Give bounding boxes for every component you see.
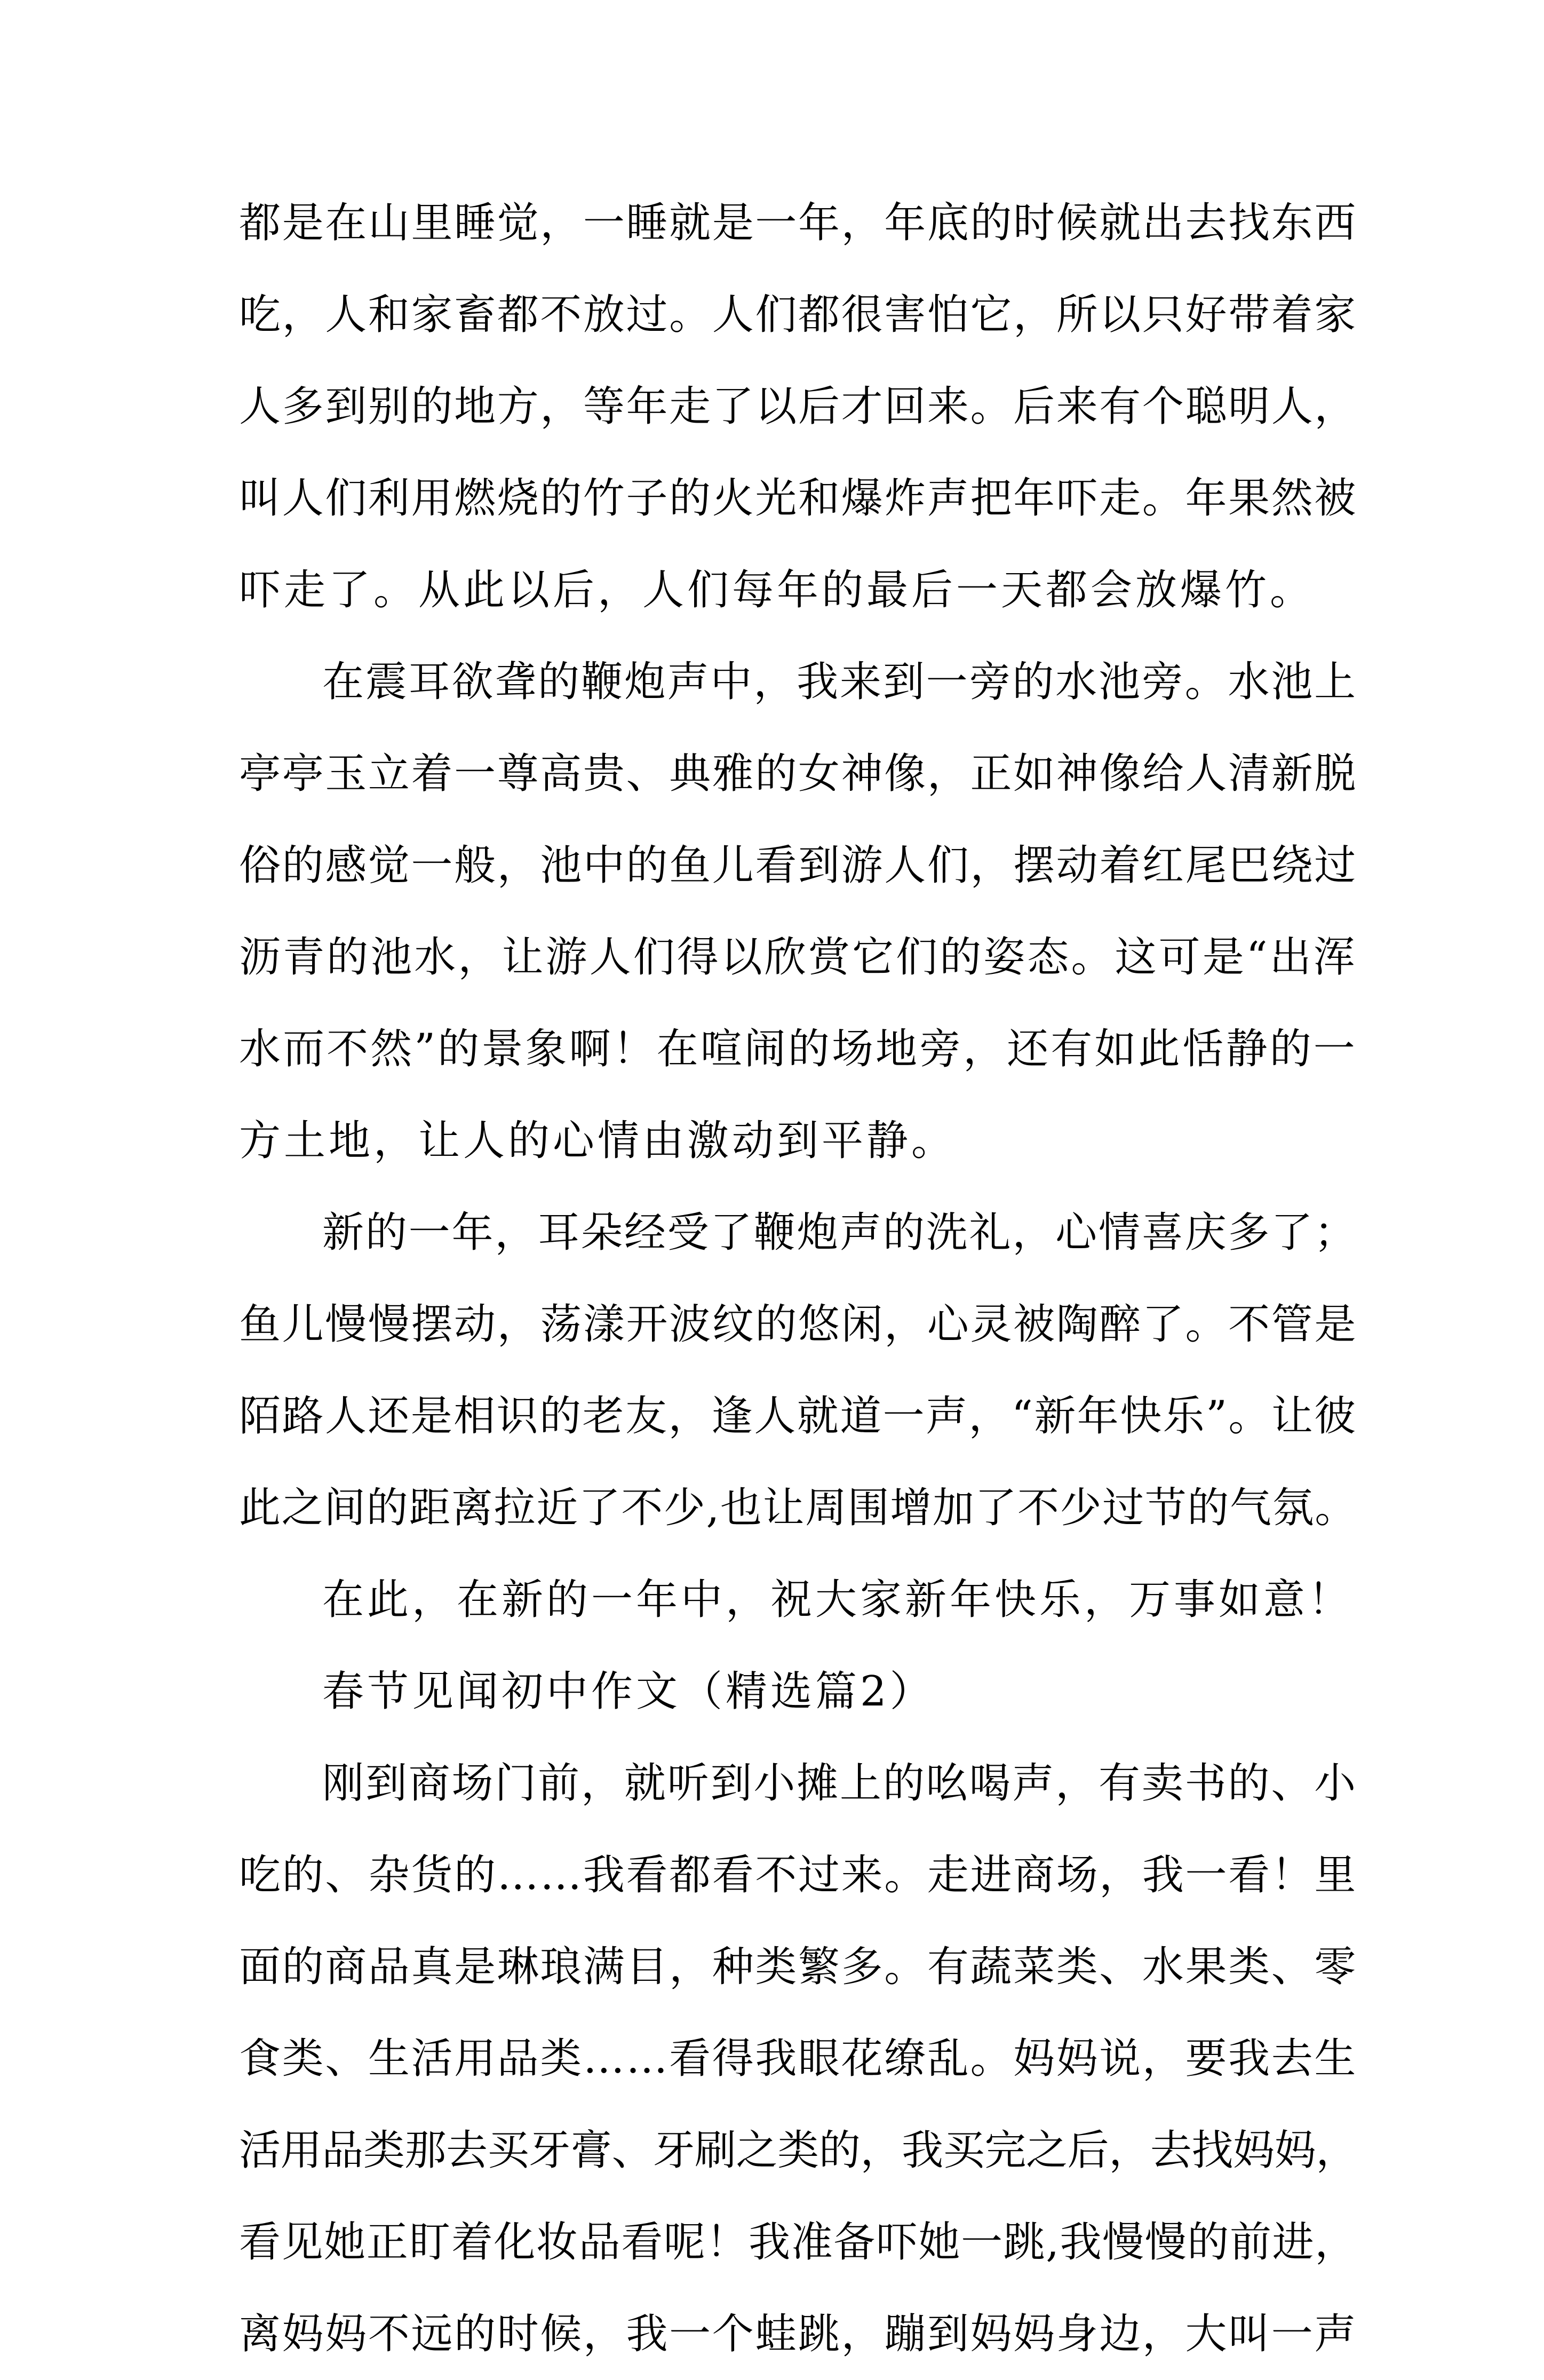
text-line: 沥青的池水，让游人们得以欣赏它们的姿态。这可是“出浑: [239, 933, 1357, 981]
text-line: 水而不然”的景象啊！在喧闹的场地旁，还有如此恬静的一: [239, 1025, 1357, 1073]
paragraph: [239, 1738, 1359, 2380]
text-line: 在震耳欲聋的鞭炮声中，我来到一旁的水池旁。水池上: [322, 658, 1358, 706]
paragraph: [239, 1554, 1359, 1646]
text-line: 面的商品真是琳琅满目，种类繁多。有蔬菜类、水果类、零: [239, 1943, 1358, 1991]
paragraph: [239, 177, 1359, 636]
text-line: 食类、生活用品类……看得我眼花缭乱。妈妈说，要我去生: [239, 2035, 1358, 2083]
text-line: 活用品类那去买牙膏、牙刷之类的，我买完之后，去找妈妈，: [239, 2127, 1358, 2175]
text-line: 亭亭玉立着一尊高贵、典雅的女神像，正如神像给人清新脱: [239, 750, 1358, 798]
section-heading: [239, 1646, 1359, 1738]
text-line: 吃，人和家畜都不放过。人们都很害怕它，所以只好带着家: [239, 291, 1358, 339]
paragraph: [239, 636, 1359, 1187]
document-body: [239, 177, 1359, 2380]
text-line: 吓走了。从此以后，人们每年的最后一天都会放爆竹。: [239, 566, 1315, 614]
text-line: 离妈妈不远的时候，我一个蛙跳，蹦到妈妈身边，大叫一声: [239, 2310, 1358, 2358]
text-line: 人多到别的地方，等年走了以后才回来。后来有个聪明人，: [239, 383, 1358, 431]
text-line: 在此，在新的一年中，祝大家新年快乐，万事如意！: [322, 1576, 1354, 1624]
text-line: 此之间的距离拉近了不少,也让周围增加了不少过节的气氛。: [239, 1484, 1357, 1532]
text-line: 叫人们利用燃烧的竹子的火光和爆炸声把年吓走。年果然被: [239, 474, 1358, 522]
text-line: 新的一年，耳朵经受了鞭炮声的洗礼，心情喜庆多了；: [322, 1209, 1358, 1257]
section-title: 春节见闻初中作文（精选篇2）: [322, 1668, 935, 1716]
text-line: 看见她正盯着化妆品看呢！我准备吓她一跳,我慢慢的前进，: [239, 2218, 1357, 2266]
text-line: 刚到商场门前，就听到小摊上的吆喝声，有卖书的、小: [322, 1759, 1358, 1807]
text-line: 鱼儿慢慢摆动，荡漾开波纹的悠闲，心灵被陶醉了。不管是: [239, 1300, 1358, 1348]
text-line: 吃的、杂货的……我看都看不过来。走进商场，我一看！里: [239, 1851, 1358, 1899]
paragraph: [239, 1187, 1359, 1554]
text-line: 方土地，让人的心情由激动到平静。: [239, 1117, 957, 1165]
text-line: 都是在山里睡觉，一睡就是一年，年底的时候就出去找东西: [239, 199, 1358, 247]
text-line: 陌路人还是相识的老友，逢人就道一声，“新年快乐”。让彼: [239, 1392, 1357, 1440]
text-line: 俗的感觉一般，池中的鱼儿看到游人们，摆动着红尾巴绕过: [239, 842, 1358, 890]
